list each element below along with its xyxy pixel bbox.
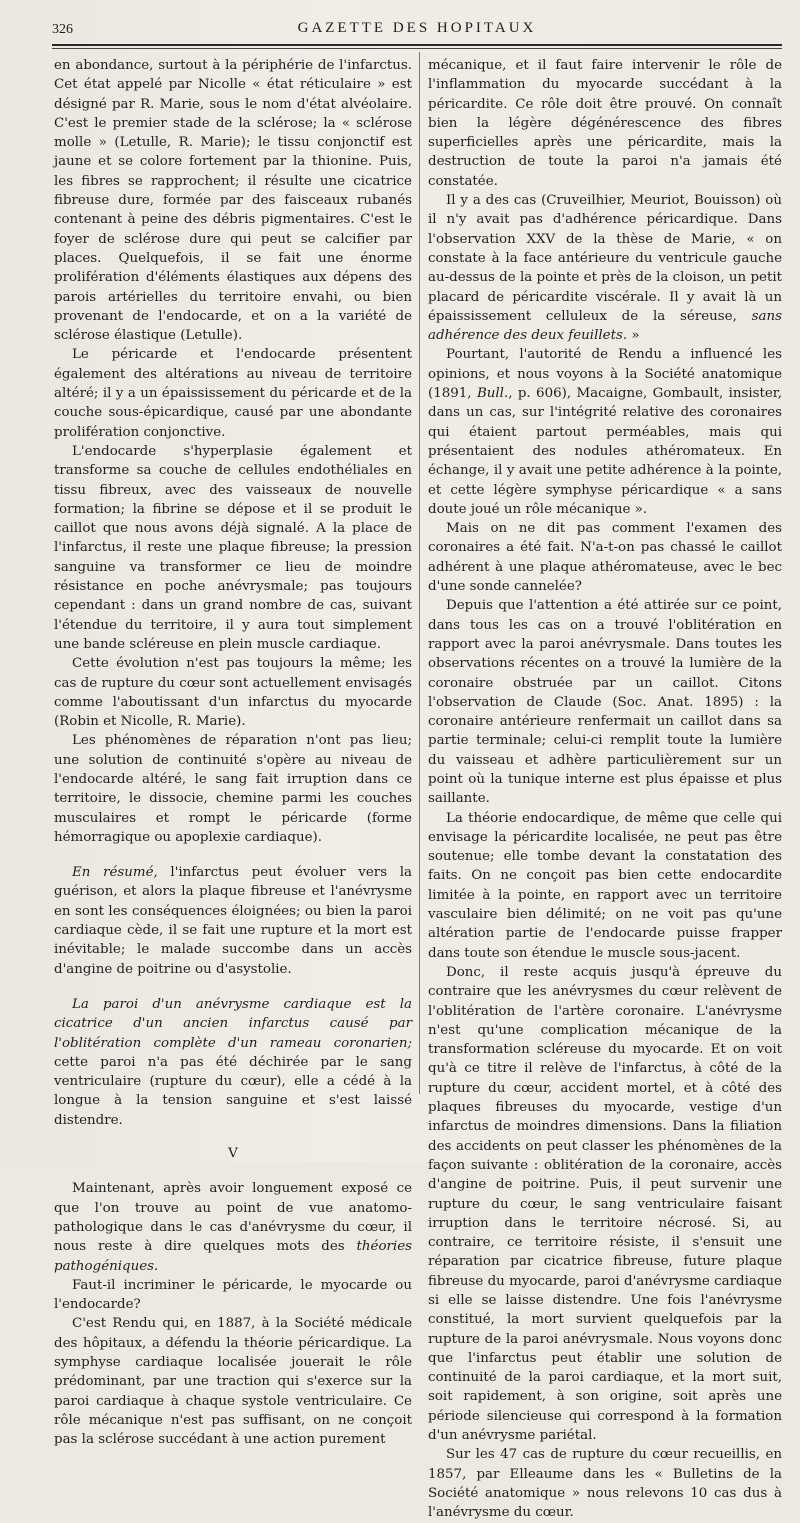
section-heading-numeral: V bbox=[228, 1146, 238, 1162]
paragraph bbox=[428, 345, 782, 519]
left-column bbox=[54, 56, 412, 1449]
header-rule-thin bbox=[52, 48, 782, 49]
paragraph-text: Pourtant, l'autorité de Rendu a influencé les opinions, et nous voyons à la Société anatomique (1891, bbox=[428, 347, 782, 402]
italic-citation: Bull. bbox=[476, 386, 509, 402]
paragraph-text: » bbox=[627, 328, 640, 344]
paragraph: Mais on ne dit pas comment l'examen des coronaires a été fait. N'a-t-on pas chassé le caillot adhérent à une plaque athéromateuse, avec le bec d'une sonde cannelée? bbox=[428, 521, 782, 595]
header-rule-thick bbox=[52, 44, 782, 46]
paragraph: La théorie endocardique, de même que celle qui envisage la péricardite localisée, ne peut pas être soutenue; elle tombe devant la constatation des faits. On ne conçoit pas bien cette endocardite limitée à la pointe, en rapport avec un territoire vasculaire bien délimité; on ne voit pas qu'une altération partie de l'endocarde puisse frapper dans toute son étendue le muscle sous-jacent. bbox=[428, 810, 782, 961]
paragraph-text: Il y a des cas (Cruveilhier, Meuriot, Bouisson) où il n'y avait pas d'adhérence péricardique. Dans l'observation XXV de la thèse de Marie, « on constate à la face antérieure du ventricule gauche au-dessus de la pointe et près de la cloison, un petit placard de péricardite viscérale. Il y avait là un épaississement celluleux de la séreuse, bbox=[428, 193, 782, 324]
paragraph: C'est Rendu qui, en 1887, à la Société médicale des hôpitaux, a défendu la théorie péricardique. La symphyse cardiaque localisée jouerait le rôle prédominant, par une traction qui s'exerce sur la paroi cardiaque à chaque systole ventriculaire. Ce rôle mécanique n'est pas suffisant, on ne conçoit pas la sclérose succédant à une action purement bbox=[54, 1316, 412, 1448]
column-separator bbox=[419, 52, 420, 1094]
page-number: 326 bbox=[52, 22, 73, 37]
page-header bbox=[52, 20, 782, 46]
italic-quote: sans adhérence des deux feuillets. bbox=[428, 308, 782, 344]
paragraph: L'endocarde s'hyperplasie également et transforme sa couche de cellules endothéliales en tissu fibreux, avec des vaisseaux de nouvelle formation; la fibrine se dépose et il se produit le caillot que nous avons déjà signalé. A la place de l'infarctus, il reste une plaque fibreuse; la pression sanguine va transformer ce lieu de moindre résistance en poche anévrysmale; pas toujours cependant : dans un grand nombre de cas, suivant l'étendue du territoire, il y aura tout simplement une bande scléreuse en plein muscle cardiaque. bbox=[54, 443, 412, 652]
paragraph bbox=[428, 191, 782, 345]
paragraph: Faut-il incriminer le péricarde, le myocarde ou l'endocarde? bbox=[54, 1277, 412, 1313]
paragraph-thesis bbox=[54, 995, 412, 1130]
paragraph-text: Maintenant, après avoir longuement exposé ce que l'on trouve au point de vue anatomo-pathologique dans le cas d'anévrysme du cœur, il nous reste à dire quelques mots des bbox=[54, 1181, 412, 1255]
right-column bbox=[428, 56, 782, 1523]
paragraph bbox=[54, 1179, 412, 1275]
paragraph-text: cette paroi n'a pas été déchirée par le sang ventriculaire (rupture du cœur), elle a cédé à la longue à la tension sanguine et s'est laissé distendre. bbox=[54, 1054, 412, 1128]
paragraph: en abondance, surtout à la périphérie de l'infarctus. Cet état appelé par Nicolle « état réticulaire » est désigné par R. Marie, sous le nom d'état alvéolaire. C'est le premier stade de la sclérose; la « sclérose molle » (Letulle, R. Marie); le tissu conjonctif est jaune et se colore fortement par la thionine. Puis, les fibres se rapprochent; il résulte une cicatrice fibreuse dure, formée par des faisceaux rubanés contenant à peine des débris pigmentaires. C'est le foyer de sclérose dure qui peut se calcifier par places. Quelquefois, il se fait une énorme prolifération d'éléments élastiques aux dépens des parois artérielles du territoire envahi, ou bien provenant de l'endocarde, et on a la variété de sclérose élastique (Letulle). bbox=[54, 58, 412, 344]
paragraph: mécanique, et il faut faire intervenir le rôle de l'inflammation du myocarde succédant à la péricardite. Ce rôle doit être prouvé. On connaît bien la légère dégénérescence des fibres superficielles après une péricardite, mais la destruction de toute la paroi n'a jamais été constatée. bbox=[428, 58, 782, 189]
paragraph: Cette évolution n'est pas toujours la même; les cas de rupture du cœur sont actuellement envisagés comme l'aboutissant d'un infarctus du myocarde (Robin et Nicolle, R. Marie). bbox=[54, 656, 412, 730]
paragraph: Donc, il reste acquis jusqu'à épreuve du contraire que les anévrysmes du cœur relèvent de l'oblitération de l'artère coronaire. L'anévrysme n'est qu'une complication mécanique de la transformation scléreuse du myocarde. Et on voit qu'à ce titre il relève de l'infarctus, à côté de la rupture du cœur, accident mortel, et à côté des plaques fibreuses du myocarde, vestige d'un infarctus de moindres dimensions. Dans la filiation des accidents on peut classer les phénomènes de la façon suivante : oblitération de la coronaire, accès d'angine de poitrine. Puis, il peut survenir une rupture du cœur, le sang ventriculaire faisant irruption dans le territoire nécrosé. Si, au contraire, ce territoire résiste, il s'ensuit une réparation par cicatrice fibreuse, future plaque fibreuse du myocarde, paroi d'anévrysme cardiaque si elle se laisse distendre. Une fois l'anévrysme constitué, la mort survient quelquefois par la rupture de la paroi anévrysmale. Nous voyons donc que l'infarctus peut établir une solution de continuité de la paroi cardiaque, et la mort suit, soit rapidement, à son origine, soit après une période silencieuse qui correspond à la formation d'un anévrysme pariétal. bbox=[428, 964, 782, 1444]
paragraph: Sur les 47 cas de rupture du cœur recueillis, en 1857, par Elleaume dans les « Bulletins de la Société anatomique » nous relevons 10 cas dus à l'anévrysme du cœur. bbox=[428, 1447, 782, 1521]
paragraph-text: l'infarctus peut évoluer vers la guérison, et alors la plaque fibreuse et l'anévrysme en sont les conséquences éloignées; ou bien la paroi cardiaque cède, il se fait une rupture et la mort est inévitable; le malade succombe dans un accès d'angine de poitrine ou d'asystolie. bbox=[54, 865, 412, 977]
italic-lead: En résumé, bbox=[72, 865, 158, 881]
paragraph-summary bbox=[54, 863, 412, 979]
italic-thesis: La paroi d'un anévrysme cardiaque est la cicatrice d'un ancien infarctus causé par l'oblitération complète d'un rameau coronarien; bbox=[54, 996, 412, 1051]
paragraph-text: , p. 606), Macaigne, Gombault, insister, dans un cas, sur l'intégrité relative des coronaires qui étaient partout perméables, mais qui présentaient des nodules athéromateux. En échange, il y avait une petite adhérence à la pointe, et cette légère symphyse péricardique « a sans doute joué un rôle mécanique ». bbox=[428, 386, 782, 517]
paragraph: Depuis que l'attention a été attirée sur ce point, dans tous les cas on a trouvé l'oblitération en rapport avec la paroi anévrysmale. Dans toutes les observations récentes on a trouvé la lumière de la coronaire obstruée par un caillot. Citons l'observation de Claude (Soc. Anat. 1895) : la coronaire antérieure renfermait un caillot dans sa partie terminale; celui-ci remplit toute la lumière du vaisseau et adhère particulièrement sur un point où la tunique interne est plus épaisse et plus saillante. bbox=[428, 598, 782, 807]
paragraph: Les phénomènes de réparation n'ont pas lieu; une solution de continuité s'opère au niveau de l'endocarde altéré, le sang fait irruption dans ce territoire, le dissocie, chemine parmi les couches musculaires et rompt le péricarde (forme hémorragique ou apoplexie cardiaque). bbox=[54, 733, 412, 845]
running-title: GAZETTE DES HOPITAUX bbox=[297, 20, 537, 36]
italic-term: théories pathogéniques. bbox=[54, 1239, 412, 1274]
paragraph: Le péricarde et l'endocarde présentent également des altérations au niveau de territoire altéré; il y a un épaississement du péricarde et de la couche sous-épicardique, causé par une abondante prolifération conjonctive. bbox=[54, 347, 412, 440]
